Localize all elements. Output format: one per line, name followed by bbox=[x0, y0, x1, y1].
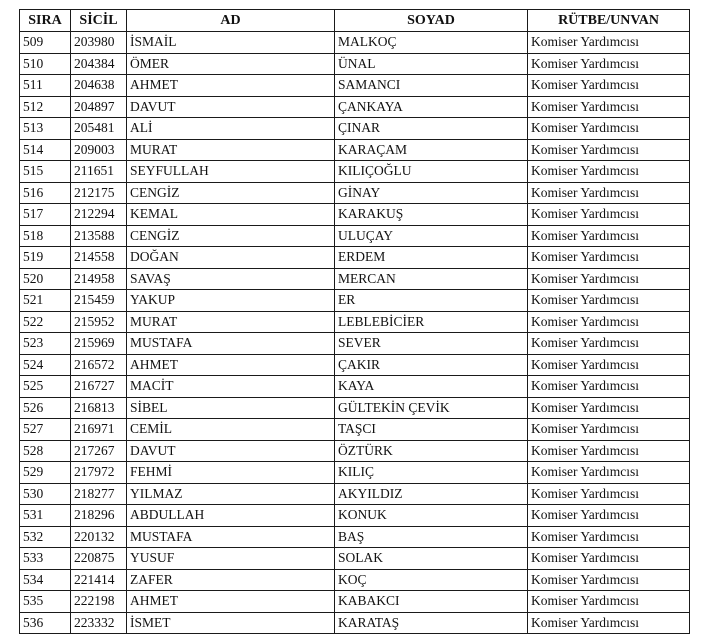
cell-ad: YUSUF bbox=[127, 548, 335, 570]
cell-rutbe: Komiser Yardımcısı bbox=[528, 53, 690, 75]
table-row bbox=[20, 75, 690, 97]
table-row bbox=[20, 612, 690, 634]
cell-rutbe: Komiser Yardımcısı bbox=[528, 118, 690, 140]
cell-sicil: 214558 bbox=[71, 247, 127, 269]
cell-sicil: 216813 bbox=[71, 397, 127, 419]
cell-soyad: ER bbox=[335, 290, 528, 312]
table-row bbox=[20, 182, 690, 204]
cell-sicil: 211651 bbox=[71, 161, 127, 183]
cell-ad: MACİT bbox=[127, 376, 335, 398]
cell-soyad: TAŞCI bbox=[335, 419, 528, 441]
cell-rutbe: Komiser Yardımcısı bbox=[528, 376, 690, 398]
cell-soyad: LEBLEBİCİER bbox=[335, 311, 528, 333]
cell-sira: 533 bbox=[20, 548, 71, 570]
cell-ad: İSMAİL bbox=[127, 32, 335, 54]
cell-soyad: SAMANCI bbox=[335, 75, 528, 97]
cell-sicil: 220875 bbox=[71, 548, 127, 570]
table-row bbox=[20, 247, 690, 269]
cell-sira: 532 bbox=[20, 526, 71, 548]
cell-sicil: 218277 bbox=[71, 483, 127, 505]
table-row bbox=[20, 32, 690, 54]
cell-soyad: AKYILDIZ bbox=[335, 483, 528, 505]
table-row bbox=[20, 268, 690, 290]
cell-sira: 522 bbox=[20, 311, 71, 333]
cell-sira: 514 bbox=[20, 139, 71, 161]
cell-rutbe: Komiser Yardımcısı bbox=[528, 268, 690, 290]
cell-ad: MURAT bbox=[127, 311, 335, 333]
header-soyad: SOYAD bbox=[335, 10, 528, 32]
cell-sira: 534 bbox=[20, 569, 71, 591]
cell-sira: 515 bbox=[20, 161, 71, 183]
cell-sira: 526 bbox=[20, 397, 71, 419]
cell-sira: 517 bbox=[20, 204, 71, 226]
cell-rutbe: Komiser Yardımcısı bbox=[528, 290, 690, 312]
cell-ad: CENGİZ bbox=[127, 182, 335, 204]
cell-sira: 524 bbox=[20, 354, 71, 376]
cell-soyad: MERCAN bbox=[335, 268, 528, 290]
personnel-table bbox=[19, 9, 690, 634]
table-row bbox=[20, 440, 690, 462]
cell-ad: AHMET bbox=[127, 75, 335, 97]
cell-soyad: KARATAŞ bbox=[335, 612, 528, 634]
header-rutbe: RÜTBE/UNVAN bbox=[528, 10, 690, 32]
table-row bbox=[20, 290, 690, 312]
table-row bbox=[20, 118, 690, 140]
cell-sicil: 212294 bbox=[71, 204, 127, 226]
cell-ad: MUSTAFA bbox=[127, 333, 335, 355]
cell-rutbe: Komiser Yardımcısı bbox=[528, 440, 690, 462]
table-row bbox=[20, 354, 690, 376]
cell-rutbe: Komiser Yardımcısı bbox=[528, 32, 690, 54]
header-sicil: SİCİL bbox=[71, 10, 127, 32]
table-row bbox=[20, 397, 690, 419]
cell-soyad: ÇANKAYA bbox=[335, 96, 528, 118]
cell-sicil: 220132 bbox=[71, 526, 127, 548]
cell-ad: ZAFER bbox=[127, 569, 335, 591]
cell-soyad: GÜLTEKİN ÇEVİK bbox=[335, 397, 528, 419]
cell-sicil: 217267 bbox=[71, 440, 127, 462]
cell-ad: DAVUT bbox=[127, 96, 335, 118]
table-row bbox=[20, 419, 690, 441]
cell-rutbe: Komiser Yardımcısı bbox=[528, 139, 690, 161]
cell-rutbe: Komiser Yardımcısı bbox=[528, 505, 690, 527]
cell-sira: 536 bbox=[20, 612, 71, 634]
cell-sicil: 209003 bbox=[71, 139, 127, 161]
cell-sicil: 221414 bbox=[71, 569, 127, 591]
cell-sicil: 203980 bbox=[71, 32, 127, 54]
table-row bbox=[20, 591, 690, 613]
cell-ad: DAVUT bbox=[127, 440, 335, 462]
cell-sicil: 216572 bbox=[71, 354, 127, 376]
header-sira: SIRA bbox=[20, 10, 71, 32]
table-row bbox=[20, 462, 690, 484]
cell-soyad: KILIÇOĞLU bbox=[335, 161, 528, 183]
cell-ad: SEYFULLAH bbox=[127, 161, 335, 183]
cell-rutbe: Komiser Yardımcısı bbox=[528, 225, 690, 247]
cell-sira: 531 bbox=[20, 505, 71, 527]
table-header-row bbox=[20, 10, 690, 32]
cell-soyad: ÜNAL bbox=[335, 53, 528, 75]
cell-sicil: 217972 bbox=[71, 462, 127, 484]
cell-rutbe: Komiser Yardımcısı bbox=[528, 311, 690, 333]
cell-ad: SAVAŞ bbox=[127, 268, 335, 290]
cell-sira: 529 bbox=[20, 462, 71, 484]
cell-sicil: 205481 bbox=[71, 118, 127, 140]
cell-sicil: 215969 bbox=[71, 333, 127, 355]
cell-sira: 535 bbox=[20, 591, 71, 613]
cell-soyad: SOLAK bbox=[335, 548, 528, 570]
cell-rutbe: Komiser Yardımcısı bbox=[528, 182, 690, 204]
cell-ad: FEHMİ bbox=[127, 462, 335, 484]
cell-sira: 519 bbox=[20, 247, 71, 269]
cell-rutbe: Komiser Yardımcısı bbox=[528, 419, 690, 441]
table-row bbox=[20, 548, 690, 570]
cell-sira: 530 bbox=[20, 483, 71, 505]
cell-sira: 518 bbox=[20, 225, 71, 247]
cell-sira: 511 bbox=[20, 75, 71, 97]
cell-sira: 521 bbox=[20, 290, 71, 312]
cell-soyad: MALKOÇ bbox=[335, 32, 528, 54]
table-row bbox=[20, 311, 690, 333]
cell-ad: YILMAZ bbox=[127, 483, 335, 505]
cell-sicil: 204897 bbox=[71, 96, 127, 118]
cell-sira: 528 bbox=[20, 440, 71, 462]
cell-rutbe: Komiser Yardımcısı bbox=[528, 612, 690, 634]
cell-ad: KEMAL bbox=[127, 204, 335, 226]
cell-rutbe: Komiser Yardımcısı bbox=[528, 462, 690, 484]
cell-soyad: ÖZTÜRK bbox=[335, 440, 528, 462]
cell-soyad: KARAÇAM bbox=[335, 139, 528, 161]
cell-sira: 525 bbox=[20, 376, 71, 398]
cell-rutbe: Komiser Yardımcısı bbox=[528, 526, 690, 548]
cell-rutbe: Komiser Yardımcısı bbox=[528, 333, 690, 355]
cell-soyad: BAŞ bbox=[335, 526, 528, 548]
cell-sicil: 204638 bbox=[71, 75, 127, 97]
cell-ad: İSMET bbox=[127, 612, 335, 634]
cell-ad: AHMET bbox=[127, 591, 335, 613]
cell-sicil: 204384 bbox=[71, 53, 127, 75]
cell-ad: ÖMER bbox=[127, 53, 335, 75]
cell-soyad: SEVER bbox=[335, 333, 528, 355]
cell-sicil: 215952 bbox=[71, 311, 127, 333]
cell-ad: AHMET bbox=[127, 354, 335, 376]
table-row bbox=[20, 161, 690, 183]
cell-sicil: 223332 bbox=[71, 612, 127, 634]
table-row bbox=[20, 333, 690, 355]
cell-soyad: KOÇ bbox=[335, 569, 528, 591]
cell-sicil: 216971 bbox=[71, 419, 127, 441]
cell-sira: 510 bbox=[20, 53, 71, 75]
cell-soyad: KABAKCI bbox=[335, 591, 528, 613]
cell-ad: YAKUP bbox=[127, 290, 335, 312]
cell-rutbe: Komiser Yardımcısı bbox=[528, 483, 690, 505]
cell-soyad: GİNAY bbox=[335, 182, 528, 204]
cell-soyad: KAYA bbox=[335, 376, 528, 398]
table-row bbox=[20, 376, 690, 398]
cell-sira: 516 bbox=[20, 182, 71, 204]
table-row bbox=[20, 96, 690, 118]
cell-rutbe: Komiser Yardımcısı bbox=[528, 247, 690, 269]
cell-ad: MURAT bbox=[127, 139, 335, 161]
cell-rutbe: Komiser Yardımcısı bbox=[528, 161, 690, 183]
cell-soyad: KILIÇ bbox=[335, 462, 528, 484]
cell-ad: ALİ bbox=[127, 118, 335, 140]
cell-rutbe: Komiser Yardımcısı bbox=[528, 204, 690, 226]
cell-rutbe: Komiser Yardımcısı bbox=[528, 397, 690, 419]
cell-ad: MUSTAFA bbox=[127, 526, 335, 548]
table-row bbox=[20, 204, 690, 226]
cell-sicil: 213588 bbox=[71, 225, 127, 247]
cell-ad: SİBEL bbox=[127, 397, 335, 419]
table-row bbox=[20, 505, 690, 527]
cell-rutbe: Komiser Yardımcısı bbox=[528, 354, 690, 376]
table-row bbox=[20, 483, 690, 505]
cell-ad: CENGİZ bbox=[127, 225, 335, 247]
cell-soyad: KONUK bbox=[335, 505, 528, 527]
cell-sira: 523 bbox=[20, 333, 71, 355]
cell-ad: ABDULLAH bbox=[127, 505, 335, 527]
cell-sira: 512 bbox=[20, 96, 71, 118]
cell-ad: DOĞAN bbox=[127, 247, 335, 269]
cell-rutbe: Komiser Yardımcısı bbox=[528, 548, 690, 570]
cell-sira: 520 bbox=[20, 268, 71, 290]
table-row bbox=[20, 526, 690, 548]
cell-sicil: 215459 bbox=[71, 290, 127, 312]
cell-sicil: 222198 bbox=[71, 591, 127, 613]
cell-soyad: ERDEM bbox=[335, 247, 528, 269]
cell-sicil: 216727 bbox=[71, 376, 127, 398]
cell-sira: 509 bbox=[20, 32, 71, 54]
cell-sicil: 212175 bbox=[71, 182, 127, 204]
header-ad: AD bbox=[127, 10, 335, 32]
cell-rutbe: Komiser Yardımcısı bbox=[528, 96, 690, 118]
cell-soyad: ULUÇAY bbox=[335, 225, 528, 247]
cell-rutbe: Komiser Yardımcısı bbox=[528, 569, 690, 591]
table-row bbox=[20, 53, 690, 75]
table-row bbox=[20, 569, 690, 591]
cell-sicil: 218296 bbox=[71, 505, 127, 527]
cell-rutbe: Komiser Yardımcısı bbox=[528, 591, 690, 613]
cell-sira: 513 bbox=[20, 118, 71, 140]
cell-soyad: ÇINAR bbox=[335, 118, 528, 140]
cell-sicil: 214958 bbox=[71, 268, 127, 290]
cell-rutbe: Komiser Yardımcısı bbox=[528, 75, 690, 97]
cell-sira: 527 bbox=[20, 419, 71, 441]
table-row bbox=[20, 139, 690, 161]
table-row bbox=[20, 225, 690, 247]
cell-soyad: ÇAKIR bbox=[335, 354, 528, 376]
cell-ad: CEMİL bbox=[127, 419, 335, 441]
cell-soyad: KARAKUŞ bbox=[335, 204, 528, 226]
